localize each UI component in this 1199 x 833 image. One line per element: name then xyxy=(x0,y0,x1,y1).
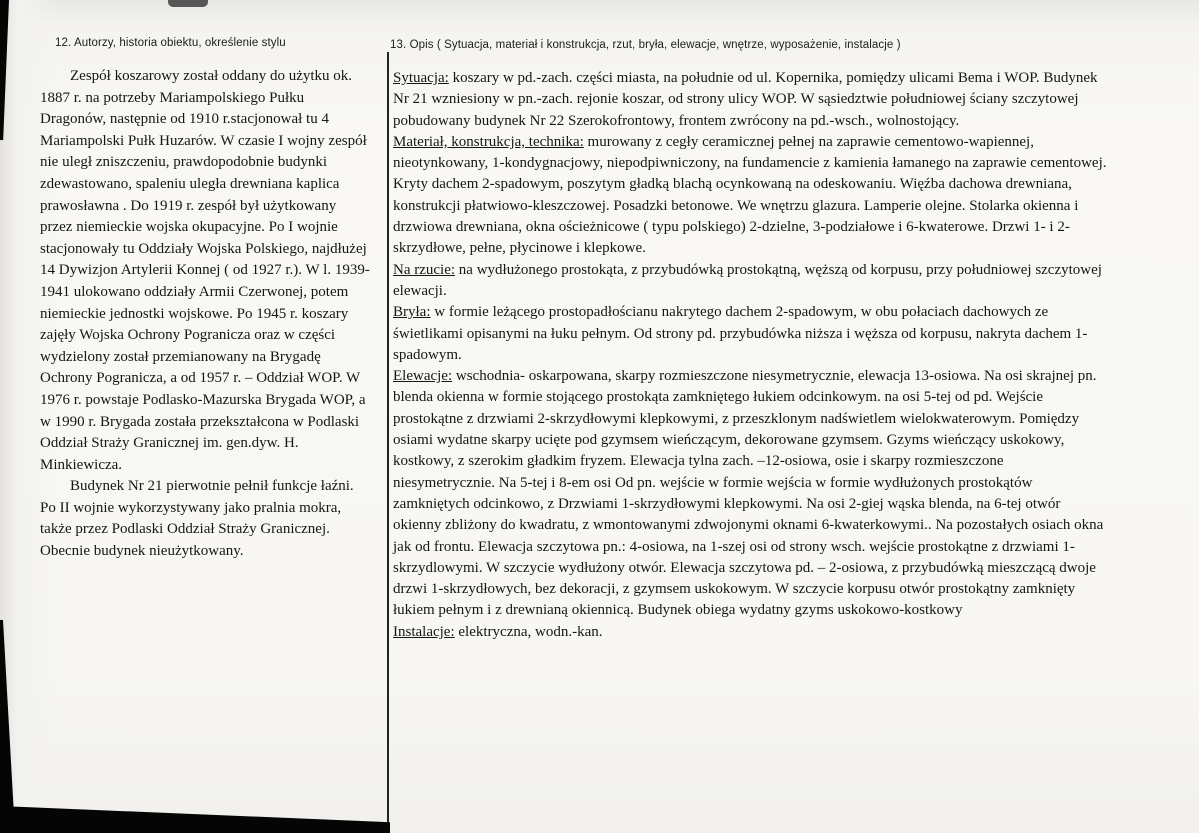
section-text: elektryczna, wodn.-kan. xyxy=(454,623,603,640)
section-label: Sytuacja: xyxy=(393,70,449,86)
section-label: Bryła: xyxy=(393,304,431,321)
scan-artifact-bottom-left-edge xyxy=(0,620,15,833)
body-paragraph: Budynek Nr 21 pierwotnie pełnił funkcje łaźni. Po II wojnie wykorzystywany jako pralnia mokra, także przez Podlaski Oddział Straży Granicznej. Obecnie budynek nieużytkowany. xyxy=(40,478,354,560)
scan-artifact-top-left-edge xyxy=(0,0,9,140)
description-section xyxy=(393,132,1109,260)
description-section xyxy=(393,68,1109,132)
right-column-text xyxy=(393,68,1109,643)
section-text: koszary w pd.-zach. części miasta, na południe od ul. Kopernika, pomiędzy ulicami Bema i WOP. Budynek Nr 21 wzniesiony w pn.-zach. rejonie koszar, od strony ulicy WOP. W sąsiedztwie południowej ściany szczytowej pobudowany budynek Nr 22 Szerokofrontowy, frontem zwrócony na pd.-wsch., wolnostojący. xyxy=(393,70,1098,129)
section-label: Na rzucie: xyxy=(393,261,456,278)
section-text: murowany z cegły ceramicznej pełnej na zaprawie cementowo-wapiennej, nieotynkowany, 1-kondygnacjowy, niepodpiwniczony, na fundamencie z kamienia łamanego na zaprawie cementowej. Kryty dachem 2-spadowym, poszytym gładką blachą ocynkowaną na odeskowaniu. Więźba dachowa drewniana, konstrukcji płatwiowo-kleszczowej. Posadzki betonowe. We wnętrzu glazura. Lamperie olejne. Stolarka okienna i drzwiowa drewniana, okna ościeżnicowe ( typu polskiego) 2-dzielne, 3-podziałowe i 6-kwaterowe. Drzwi 1- i 2-skrzydłowe, pełne, płycinowe i klepkowe. xyxy=(393,133,1107,257)
section-text: wschodnia- oskarpowana, skarpy rozmieszczone niesymetrycznie, elewacja 13-osiowa. Na osi skrajnej pn. blenda okienna w formie stojącego prostokąta zamkniętego łukiem odcinkowym. na osi 5-tej od pd. Wejście prostokątne z drzwiami 2-skrzydłowymi klepkowymi, z przeszklonym nadświetlem wielokwaterowym. Pomiędzy osiami wydatne skarpy ucięte pod gzymsem wieńczącym, dekorowane gzymsem. Gzyms wieńczący uskokowy, kostkowy, z szerokim gładkim fryzem. Elewacja tylna zach. –12-osiowa, osie i skarpy rozmieszczone niesymetrycznie. Na 5-tej i 8-em osi Od pn. wejście w formie wejścia w formie wydłużonych prostokątów zamkniętych odcinkowo, z Drzwiami 1-skrzydłowymi klepkowymi. Na osi 2-giej wąska blenda, na 6-tej otwór okienny zbliżony do kwadratu, z wmontowanymi zdwojonymi oknami 6-kwaterkowymi.. Na pozostałych osiach okna jak od frontu. Elewacja szczytowa pn.: 4-osiowa, na 1-szej osi od strony wsch. wejście prostokątne z drzwiami 1-skrzydlowymi. W szczycie wydłużony otwór. Elewacja szczytowa pd. – 2-osiowa, z przybudówką mieszczącą dwoje drzwi 1-skrzydłowych, bez dekoracji, z gzymsem uskokowym. W szczycie korpusu otwór prostokątny zamknięty łukiem pełnym i z drewnianą okiennicą. Budynek obiega wydatny gzyms uskokowo-kostkowy xyxy=(393,368,1104,619)
description-section xyxy=(393,260,1109,303)
section-text: na wydłużonego prostokąta, z przybudówką prostokątną, węższą od korpusu, przy południowej szczytowej elewacji. xyxy=(393,261,1102,299)
scan-artifact-bottom-band xyxy=(0,806,390,833)
description-section xyxy=(393,366,1109,622)
section-label: Elewacje: xyxy=(393,368,453,385)
description-section xyxy=(393,302,1109,366)
section-label: Instalacje: xyxy=(393,623,455,640)
section-13-header: 13. Opis ( Sytuacja, materiał i konstrukcja, rzut, bryła, elewacje, wnętrze, wyposażenie, instalacje ) xyxy=(390,39,901,51)
body-paragraph: Zespół koszarowy został oddany do użytku ok. 1887 r. na potrzeby Mariampolskiego Pułku Dragonów, następnie od 1910 r.stacjonował tu 4 Mariampolski Pułk Huzarów. W czasie I wojny zespół nie uległ zniszczeniu, prawdopodobnie budynki zdewastowano, spaleniu uległa drewniana kaplica prawosławna . Do 1919 r. zespół był użytkowany przez niemieckie wojska okupacyjne. Po I wojnie stacjonowały tu Oddziały Wojska Polskiego, najdłużej 14 Dywizjon Artylerii Konnej ( od 1927 r.). W l. 1939-1941 ulokowano oddziały Armii Czerwonej, potem niemieckie jednostki wojskowe. Po 1945 r. koszary zajęły Wojska Ochrony Pogranicza oraz w części wydzielony został przemianowany na Brygadę Ochrony Pogranicza, a od 1957 r. – Oddział WOP. W 1976 r. powstaje Podlasko-Mazurska Brygada WOP, a w 1990 r. Brygada została przekształcona w Podlaski Oddział Straży Granicznej im. gen.dyw. H. Minkiewicza. xyxy=(40,68,370,473)
section-label: Materiał, konstrukcja, technika: xyxy=(393,133,584,150)
left-column-text xyxy=(40,66,371,563)
section-text: w formie leżącego prostopadłościanu nakrytego dachem 2-spadowym, w obu połaciach dachowych ze świetlikami opisanymi na łuku pełnym. Od strony pd. przybudówka niższa i węższa od korpusu, nakryta dachem 1-spadowym. xyxy=(393,304,1088,363)
column-divider-line xyxy=(387,52,389,833)
description-section xyxy=(393,622,1109,643)
section-12-header: 12. Autorzy, historia obiektu, określenie stylu xyxy=(55,37,286,49)
scan-artifact-top-smudge xyxy=(168,0,208,7)
